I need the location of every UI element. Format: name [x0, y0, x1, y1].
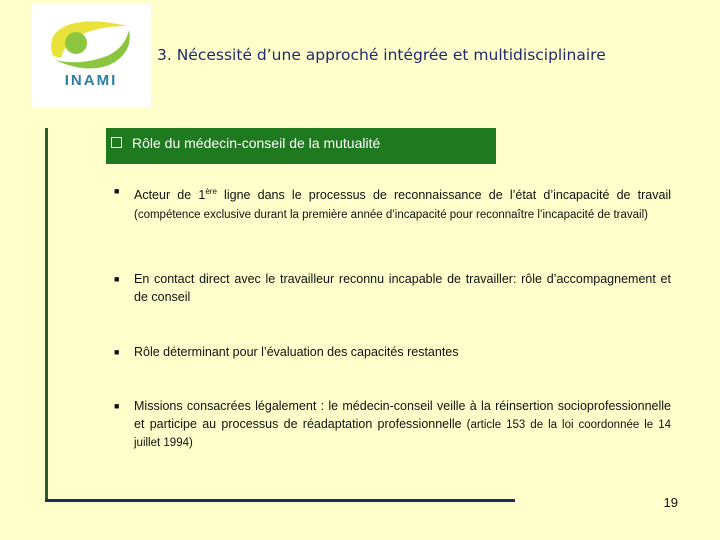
- bottom-divider: [45, 499, 515, 502]
- slide-title: 3. Nécessité d’une approché intégrée et multidisciplinaire: [157, 46, 606, 64]
- bullet-item: [114, 271, 671, 306]
- page-number: 19: [663, 495, 678, 510]
- inami-logo: [31, 4, 151, 108]
- bullet-text: Missions consacrées légalement : le médecin-conseil veille à la réinsertion socioprofessionnelle et participe au processus de réadaptation professionnelle (article 153 de la loi coordonnée le 14 juillet 1994): [134, 399, 671, 449]
- bullet-square-icon: ■: [114, 274, 120, 284]
- checkbox-icon: [111, 137, 122, 148]
- section-title: Rôle du médecin-conseil de la mutualité: [132, 135, 381, 151]
- bullet-text: Rôle déterminant pour l’évaluation des capacités restantes: [134, 345, 459, 359]
- bullet-square-icon: ■: [114, 186, 120, 196]
- bullet-item: [114, 344, 671, 362]
- logo-emblem-icon: [31, 4, 151, 108]
- section-header: [106, 128, 496, 164]
- bullet-text: Acteur de 1ère ligne dans le processus de reconnaissance de l’état d’incapacité de travail (compétence exclusive durant la première année d’incapacité pour reconnaître l’incapacité de travail): [134, 187, 671, 221]
- bullet-text: En contact direct avec le travailleur reconnu incapable de travailler: rôle d’accompagnement et de conseil: [134, 272, 671, 304]
- left-divider: [45, 128, 48, 502]
- bullet-square-icon: ■: [114, 347, 120, 357]
- bullet-item: [114, 183, 671, 224]
- bullet-square-icon: ■: [114, 401, 120, 411]
- logo-text: INAMI: [64, 72, 118, 89]
- bullet-item: [114, 398, 671, 453]
